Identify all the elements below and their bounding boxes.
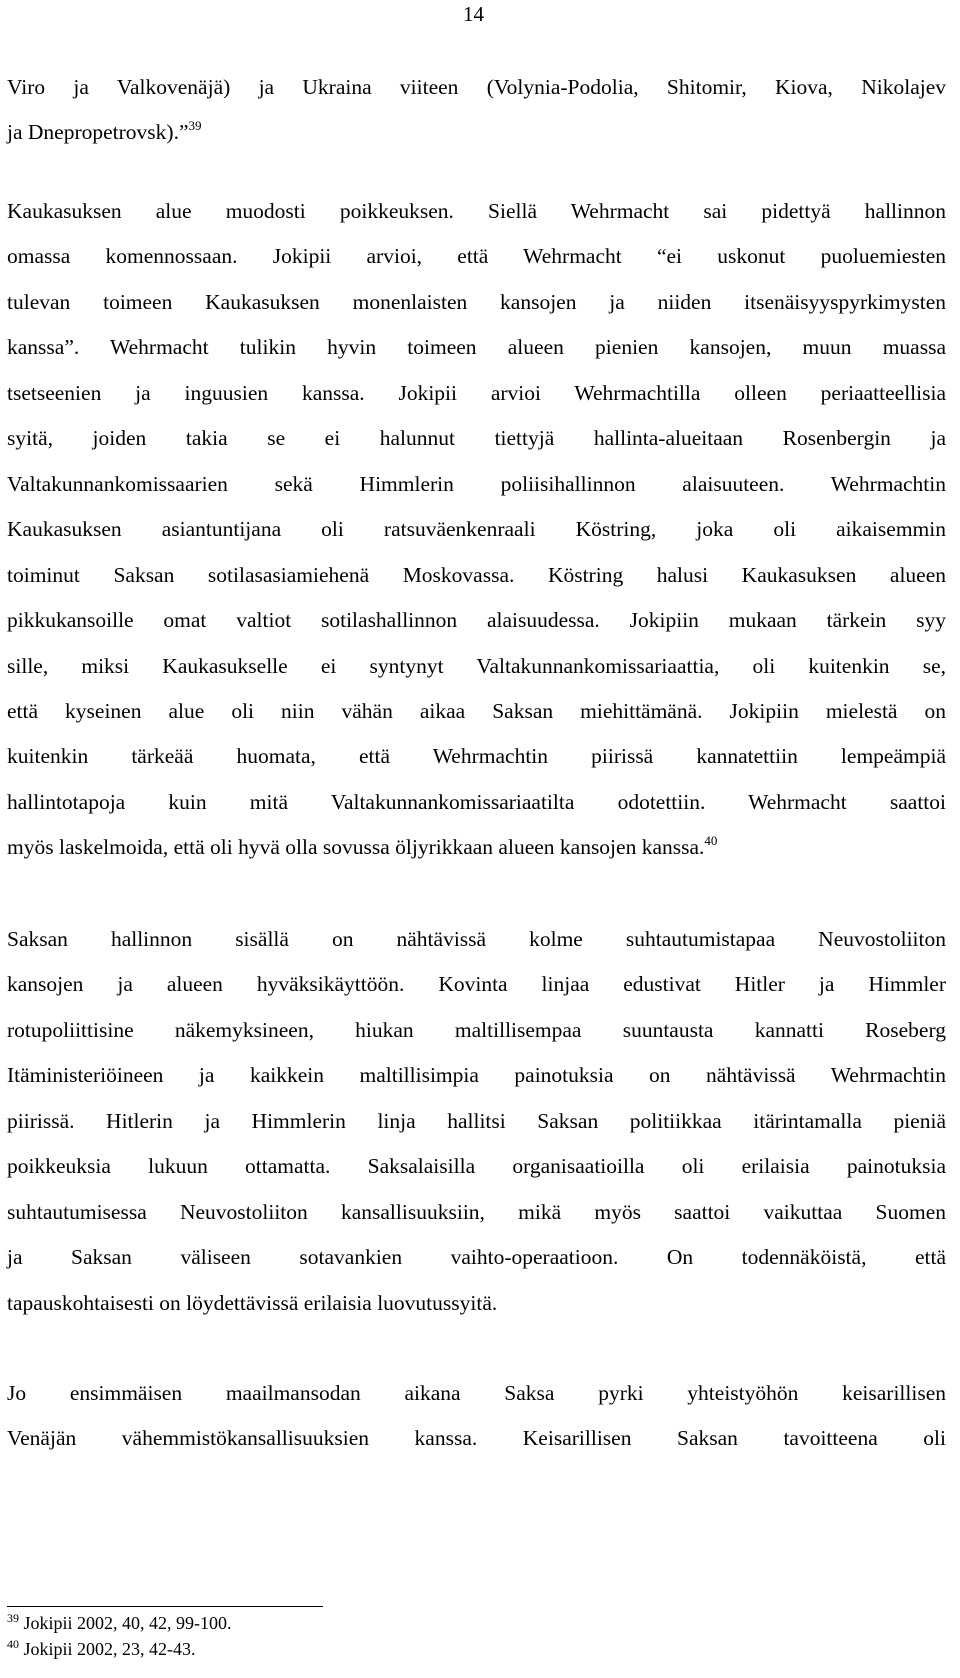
line-text: tsetseenien ja inguusien kanssa. Jokipii arvioi Wehrmachtilla olleen periaatteellisia <box>7 380 946 405</box>
text-line <box>7 469 946 499</box>
text-line <box>7 514 946 544</box>
text-line <box>7 605 946 635</box>
line-text: kuitenkin tärkeää huomata, että Wehrmachtin piirissä kannatettiin lempeämpiä <box>7 744 946 769</box>
text-line <box>7 1423 946 1453</box>
text-line <box>7 1106 946 1136</box>
text-line <box>7 741 946 771</box>
text-line <box>7 423 946 453</box>
text-line <box>7 696 946 726</box>
line-text: Kaukasuksen asiantuntijana oli ratsuväenkenraali Köstring, joka oli aikaisemmin <box>7 517 946 542</box>
text-line <box>7 1242 946 1272</box>
line-text: ja Dnepropetrovsk).” <box>7 120 189 145</box>
text-line <box>7 969 946 999</box>
line-text: Kaukasuksen alue muodosti poikkeuksen. Siellä Wehrmacht sai pidettyä hallinnon <box>7 199 946 223</box>
text-line <box>7 1197 946 1227</box>
line-text: Saksan hallinnon sisällä on nähtävissä kolme suhtautumistapaa Neuvostoliiton <box>7 927 946 951</box>
line-text: piirissä. Hitlerin ja Himmlerin linja hallitsi Saksan politiikkaa itärintamalla pieniä <box>7 1108 946 1133</box>
text-line <box>7 332 946 362</box>
text-line <box>7 832 946 862</box>
text-line <box>7 1378 946 1408</box>
footnote-separator <box>7 1606 323 1607</box>
footnote-text: Jokipii 2002, 40, 42, 99-100. <box>23 1613 232 1633</box>
text-line <box>7 1060 946 1090</box>
line-text: sille, miksi Kaukasukselle ei syntynyt Valtakunnankomissariaattia, oli kuitenkin se, <box>7 653 946 678</box>
footnote-reference[interactable]: 39 <box>188 118 202 134</box>
line-text: Jo ensimmäisen maailmansodan aikana Saksa pyrki yhteistyöhön keisarillisen <box>7 1381 946 1405</box>
line-text: suhtautumisessa Neuvostoliiton kansallisuuksiin, mikä myös saattoi vaikuttaa Suomen <box>7 1199 946 1224</box>
line-text: pikkukansoille omat valtiot sotilashallinnon alaisuudessa. Jokipiin mukaan tärkein syy <box>7 608 946 633</box>
footnote-reference[interactable]: 40 <box>704 833 718 849</box>
line-text: myös laskelmoida, että oli hyvä olla sovussa öljyrikkaan alueen kansojen kanssa. <box>7 835 705 860</box>
footnote-number: 39 <box>7 1611 19 1625</box>
line-text: rotupoliittisine näkemyksineen, hiukan maltillisempaa suuntausta kannatti Roseberg <box>7 1017 946 1042</box>
line-text: toiminut Saksan sotilasasiamiehenä Moskovassa. Köstring halusi Kaukasuksen alueen <box>7 562 946 587</box>
line-text: tulevan toimeen Kaukasuksen monenlaisten kansojen ja niiden itsenäisyyspyrkimysten <box>7 289 946 314</box>
footnote-number: 40 <box>7 1637 19 1651</box>
footnote-text: Jokipii 2002, 23, 42-43. <box>23 1639 196 1659</box>
line-text: ja Saksan väliseen sotavankien vaihto-operaatioon. On todennäköistä, että <box>7 1245 946 1270</box>
text-line <box>7 72 946 102</box>
page-number: 14 <box>463 2 484 26</box>
footnote-39 <box>7 1612 232 1634</box>
text-line <box>7 560 946 590</box>
text-line <box>7 924 946 954</box>
footnote-40 <box>7 1638 196 1660</box>
text-line <box>7 117 946 147</box>
line-text: Valtakunnankomissaarien sekä Himmlerin poliisihallinnon alaisuuteen. Wehrmachtin <box>7 471 946 496</box>
text-line <box>7 287 946 317</box>
text-line <box>7 1151 946 1181</box>
text-line <box>7 241 946 271</box>
line-text: kansojen ja alueen hyväksikäyttöön. Kovinta linjaa edustivat Hitler ja Himmler <box>7 972 946 997</box>
line-text: hallintotapoja kuin mitä Valtakunnankomissariaatilta odotettiin. Wehrmacht saattoi <box>7 789 946 814</box>
text-line <box>7 651 946 681</box>
line-text: Viro ja Valkovenäjä) ja Ukraina viiteen (Volynia-Podolia, Shitomir, Kiova, Nikolajev <box>7 75 946 99</box>
line-text: poikkeuksia lukuun ottamatta. Saksalaisilla organisaatioilla oli erilaisia painotuksia <box>7 1154 946 1179</box>
text-line <box>7 378 946 408</box>
line-text: Itäministeriöineen ja kaikkein maltillisimpia painotuksia on nähtävissä Wehrmachtin <box>7 1063 946 1088</box>
text-line <box>7 1288 946 1318</box>
text-line <box>7 787 946 817</box>
text-line <box>7 196 946 226</box>
line-text: omassa komennossaan. Jokipii arvioi, että Wehrmacht “ei uskonut puoluemiesten <box>7 244 946 269</box>
line-text: syitä, joiden takia se ei halunnut tiettyjä hallinta-alueitaan Rosenbergin ja <box>7 426 946 451</box>
line-text: tapauskohtaisesti on löydettävissä erilaisia luovutussyitä. <box>7 1290 498 1315</box>
line-text: kanssa”. Wehrmacht tulikin hyvin toimeen alueen pienien kansojen, muun muassa <box>7 335 946 360</box>
line-text: Venäjän vähemmistökansallisuuksien kanssa. Keisarillisen Saksan tavoitteena oli <box>7 1426 946 1451</box>
line-text: että kyseinen alue oli niin vähän aikaa Saksan miehittämänä. Jokipiin mielestä on <box>7 698 946 723</box>
text-line <box>7 1015 946 1045</box>
